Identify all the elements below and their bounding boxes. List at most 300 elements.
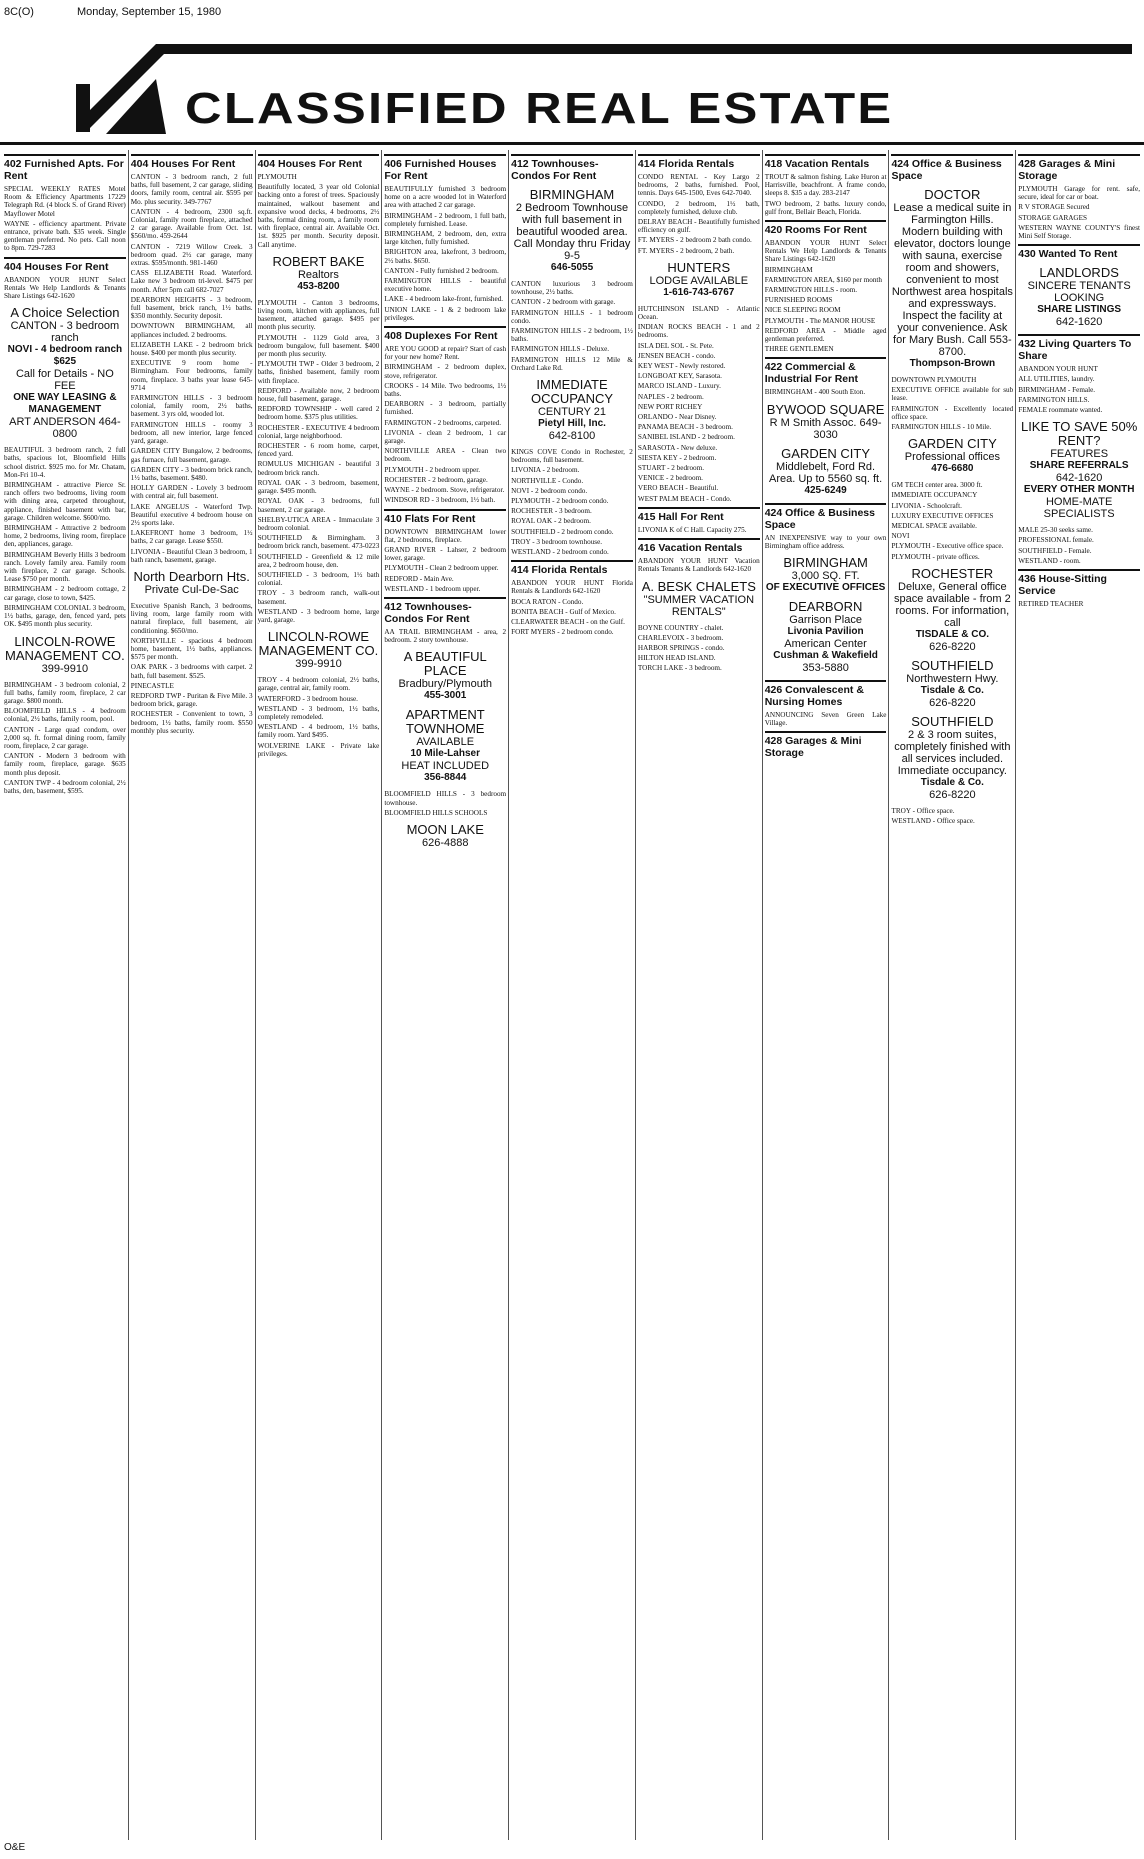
classified-ad: ORLANDO - Near Disney. bbox=[637, 413, 717, 422]
display-ad-box bbox=[891, 715, 1013, 801]
classified-ad: WESTLAND - 4 bedroom, 1½ baths, family room. Yard $495. bbox=[257, 723, 380, 740]
display-ad-line: Middlebelt, Ford Rd. Area. Up to 5560 sq. ft. bbox=[769, 460, 883, 485]
display-ad-line: LINCOLN-ROWE MANAGEMENT CO. bbox=[258, 629, 379, 659]
display-ad-line: SHARE REFERRALS bbox=[1029, 460, 1129, 472]
display-ad-line: GARDEN CITY bbox=[781, 445, 870, 461]
masthead bbox=[0, 22, 1144, 140]
classified-ad: CANTON - Fully furnished 2 bedroom. bbox=[384, 266, 499, 275]
classified-ad: CANTON - 4 bedroom, 2300 sq.ft. Colonial, family room fireplace, attached 2 car garage. Available from Oct. 1st. $560/mo. 459-2644 bbox=[130, 207, 253, 241]
display-ad-line: 1-616-743-6767 bbox=[663, 286, 735, 298]
display-ad-line: 399-9910 bbox=[295, 658, 342, 671]
column-6 bbox=[636, 150, 763, 1840]
classified-ad: BEAUTIFULLY furnished 3 bedroom home on a acre wooded lot in Waterford area with attached 2 car garage. bbox=[384, 185, 507, 210]
classified-ad: BLOOMFIELD HILLS SCHOOLS bbox=[384, 808, 488, 817]
classified-ad: ABANDON YOUR HUNT Vacation Rentals Tenants & Landlords 642-1620 bbox=[637, 557, 760, 574]
classified-ad: GRAND RIVER - Lahser, 2 bedroom lower, garage. bbox=[384, 545, 507, 563]
display-ad-box bbox=[384, 708, 506, 784]
classified-ad: TORCH LAKE - 3 bedroom. bbox=[637, 664, 722, 673]
classified-ad: WEST PALM BEACH - Condo. bbox=[637, 494, 732, 503]
classified-ad: CANTON - 2 bedroom with garage. bbox=[511, 298, 616, 307]
display-ad-box bbox=[4, 306, 126, 440]
display-ad-box bbox=[891, 659, 1013, 709]
display-ad-box bbox=[638, 580, 760, 618]
column-8 bbox=[889, 150, 1016, 1840]
classified-ad: FARMINGTON HILLS - roomy 3 bedroom, all new interior, large fenced yard, garage. bbox=[130, 420, 253, 446]
classified-ad: SIESTA KEY - 2 bedroom. bbox=[637, 453, 717, 462]
classified-ad: WAYNE - efficiency apartment. Private entrance, private bath. $35 week. Single gentleman preferred. No pets. Call noon to 8pm. 729-7283 bbox=[4, 219, 126, 253]
display-ad-line: LANDLORDS bbox=[1039, 265, 1119, 281]
display-ad-line: North Dearborn Hts. bbox=[133, 568, 250, 584]
section-heading: 420 Rooms For Rent bbox=[765, 220, 887, 236]
classified-ad: FARMINGTON HILLS - 10 Mile. bbox=[891, 423, 992, 432]
display-ad-line: LIKE TO SAVE 50% RENT? bbox=[1020, 419, 1138, 449]
classified-ad: BRIGHTON area, lakefront, 3 bedroom, 2½ baths. $650. bbox=[384, 248, 507, 265]
display-ad-line: Cushman & Wakefield bbox=[773, 650, 878, 662]
classified-ad: TROY - 4 bedroom colonial, 2½ baths, garage, central air, family room. bbox=[257, 676, 380, 693]
classified-ad: GARDEN CITY Bungalow, 2 bedrooms, gas furnace, full basement, garage. bbox=[130, 447, 253, 464]
classified-ad: BIRMINGHAM Beverly Hills 3 bedroom ranch. Lovely family area. Family room with fireplace, 2 car garage. Schools. Lease $750 per month. bbox=[4, 550, 126, 584]
section-heading: 418 Vacation Rentals bbox=[765, 154, 887, 170]
display-ad-box bbox=[891, 567, 1013, 653]
classified-ad: TWO bedroom, 2 baths. luxury condo, gulf front, Bellair Beach, Florida. bbox=[764, 199, 887, 216]
classified-ad: SOUTHFIELD - 2 bedroom condo. bbox=[511, 527, 614, 536]
classified-ad: STORAGE GARAGES bbox=[1018, 213, 1088, 222]
classified-ad: WATERFORD - 3 bedroom house. bbox=[257, 694, 358, 703]
classified-ad: PINECASTLE bbox=[130, 681, 174, 690]
classified-ad: LAKEFRONT home 3 bedroom, 1½ baths, 2 car garage. Lease $550. bbox=[130, 529, 253, 546]
classified-ad: NORTHVILLE - Condo. bbox=[511, 476, 584, 485]
classified-ad: REDFORD - Available now, 2 bedroom house, full basement, garage. bbox=[257, 386, 380, 404]
classified-ad: LONGBOAT KEY, Sarasota. bbox=[637, 372, 722, 381]
classified-ad: LAKE - 4 bedroom lake-front, furnished. bbox=[384, 295, 504, 304]
classified-ad: AA TRAIL BIRMINGHAM - area, 2 bedroom. 2 story townhouse. bbox=[384, 627, 507, 645]
section-heading: 404 Houses For Rent bbox=[4, 257, 126, 273]
classified-ad: PLYMOUTH - Executive office space. bbox=[891, 542, 1004, 551]
classified-ad: SOUTHFIELD - 3 bedroom, 1½ bath colonial. bbox=[257, 570, 380, 588]
classified-ad: REDFORD TOWNSHIP - well cared 2 bedroom home. $375 plus utilities. bbox=[257, 405, 380, 422]
classified-ad: REDFORD TWP - Puritan & Five Mile. 3 bedroom brick, garage. bbox=[130, 691, 253, 709]
classified-ad: SOUTHFIELD - Greenfield & 12 mile area, 2 bedroom house, den. bbox=[257, 552, 380, 569]
display-ad-line: American Center bbox=[784, 638, 867, 651]
display-ad-box bbox=[891, 437, 1013, 475]
classified-ad: WOLVERINE LAKE - Private lake privileges. bbox=[257, 741, 380, 758]
classified-ad: SOUTHFIELD - Female. bbox=[1018, 546, 1092, 555]
display-ad-line: LINCOLN-ROWE MANAGEMENT CO. bbox=[5, 633, 125, 663]
display-ad-line: 642-8100 bbox=[548, 430, 596, 443]
display-ad-line: SOUTHFIELD bbox=[911, 713, 994, 729]
display-ad-line: 626-8220 bbox=[929, 640, 976, 653]
display-ad-line: "SUMMER VACATION RENTALS" bbox=[643, 593, 755, 618]
display-ad-line: 476-6680 bbox=[931, 463, 974, 475]
section-heading: 426 Convalescent & Nursing Homes bbox=[765, 680, 887, 708]
display-ad-line: 353-5880 bbox=[802, 662, 849, 675]
classified-ad: SARASOTA - New deluxe. bbox=[637, 443, 718, 452]
classified-ad: BIRMINGHAM - 2 bedroom, 1 full bath, completely furnished. Lease. bbox=[384, 211, 507, 228]
display-ad-line: ART ANDERSON 464-0800 bbox=[9, 416, 121, 441]
classified-ad: THREE GENTLEMEN bbox=[764, 345, 834, 354]
classified-ad: PLYMOUTH bbox=[257, 173, 297, 181]
display-ad-box bbox=[765, 600, 887, 674]
display-ad-line: IMMEDIATE OCCUPANCY bbox=[530, 377, 614, 407]
classified-ad: FARMINGTON HILLS - beautiful executive home. bbox=[384, 277, 507, 294]
display-ad-line: 3,000 SQ. FT. bbox=[791, 570, 860, 583]
classified-ad: TROY - 3 bedroom townhouse. bbox=[511, 537, 603, 546]
display-ad-box bbox=[4, 635, 126, 675]
display-ad-line: LODGE AVAILABLE bbox=[649, 274, 749, 287]
classified-ad: Beautifully located, 3 year old Colonial backing onto a forest of trees. Spaciously maintained, walkout basement and expansive wood decks, 4 bedrooms, 2½ baths, formal dining room, a family room with fireplace, central air. Available Oct. 1st. $925 per month. Security deposit. Call anytime. bbox=[257, 183, 380, 249]
classified-ad: DEARBORN - 3 bedroom, partially furnished. bbox=[384, 400, 507, 417]
classified-ad: NORTHVILLE AREA - Clean two bedroom. bbox=[384, 447, 507, 464]
classified-ad: KEY WEST - Newly restored. bbox=[637, 362, 726, 371]
display-ad-box bbox=[511, 378, 633, 442]
classified-ad: EXECUTIVE OFFICE available for sub lease. bbox=[891, 386, 1014, 403]
column-7 bbox=[763, 150, 890, 1840]
classified-ad: NEW PORT RICHEY bbox=[637, 402, 703, 411]
display-ad-box bbox=[258, 255, 380, 293]
display-ad-line: FEATURES bbox=[1050, 448, 1109, 461]
section-heading: 424 Office & Business Space bbox=[891, 154, 1013, 182]
classified-ad: CLEARWATER BEACH - on the Gulf. bbox=[511, 618, 625, 627]
classified-ad: Executive Spanish Ranch, 3 bedrooms, living room, large family room with natural fireplace, full basement, air conditioning. $650/mo. bbox=[130, 601, 253, 635]
classified-ad: CANTON - 3 bedroom ranch, 2 full baths, full basement, 2 car garage, sliding doors, family room, central air. $595 per Mo. plus security. 349-7767 bbox=[130, 173, 253, 206]
display-ad-line: Thompson-Brown bbox=[909, 358, 996, 369]
classified-ad: HOLLY GARDEN - Lovely 3 bedroom with central air, full basement. bbox=[130, 484, 253, 501]
classified-ad: WESTLAND - 1 bedroom upper. bbox=[384, 584, 481, 593]
classified-ad: INDIAN ROCKS BEACH - 1 and 2 bedrooms. bbox=[637, 323, 760, 340]
classified-ad: REDFORD AREA - Middle aged gentleman preferred. bbox=[764, 326, 887, 344]
classified-ad: ROCHESTER - Convenient to town, 3 bedroom, 1½ baths, family room. $550 monthly plus security. bbox=[130, 710, 253, 735]
classified-ad: SANIBEL ISLAND - 2 bedroom. bbox=[637, 433, 735, 442]
classified-ad: BIRMINGHAM COLONIAL 3 bedroom, 1½ baths, garage, den, fenced yard, pets OK. $495 month plus security. bbox=[4, 603, 126, 629]
display-ad-line: SHARE LISTINGS bbox=[1037, 304, 1122, 316]
section-heading: 424 Office & Business Space bbox=[765, 503, 887, 531]
display-ad-line: ROBERT BAKE bbox=[272, 253, 365, 269]
column-4 bbox=[382, 150, 509, 1840]
column-1 bbox=[2, 150, 129, 1840]
section-heading: 408 Duplexes For Rent bbox=[384, 326, 506, 342]
classified-ad: ARE YOU GOOD at repair? Start of cash for your new home? Rent. bbox=[384, 345, 507, 362]
classified-ad: MALE 25-30 seeks same. bbox=[1018, 526, 1093, 535]
classified-ad: ROCHESTER - EXECUTIVE 4 bedroom colonial, large neighborhood. bbox=[257, 423, 380, 440]
display-ad-line: BIRMINGHAM bbox=[529, 187, 615, 202]
display-ad-line: ROCHESTER bbox=[911, 565, 994, 581]
display-ad-line: 10 Mile-Lahser bbox=[410, 748, 480, 760]
classified-ad: ALL UTILITIES, laundry. bbox=[1018, 375, 1095, 384]
section-heading: 428 Garages & Mini Storage bbox=[1018, 154, 1140, 182]
classified-ad: WAYNE - 2 bedroom. Stove, refrigerator. bbox=[384, 486, 505, 495]
classified-ad: BLOOMFIELD HILLS - 4 bedroom colonial, 2½ baths, family room, pool. bbox=[4, 707, 126, 724]
classified-ad: NORTHVILLE - spacious 4 bedroom home, basement, 1½ baths, appliances. $575 per month. bbox=[130, 636, 253, 662]
classified-ad: PLYMOUTH Garage for rent. safe, secure, ideal for car or boat. bbox=[1018, 185, 1141, 202]
classified-ad: CONDO, 2 bedroom, 1½ bath, completely furnished, deluxe club. bbox=[637, 199, 760, 216]
display-ad-line: Pietyl Hill, Inc. bbox=[538, 418, 606, 430]
classified-ad: VERO BEACH - Beautiful. bbox=[637, 484, 719, 493]
page-footer: O&E bbox=[4, 1842, 26, 1853]
classified-ad: R V STORAGE Secured bbox=[1018, 203, 1090, 212]
classified-ad: CANTON luxurious 3 bedroom townhouse, 2½ baths. bbox=[511, 280, 633, 297]
classified-ad: GARDEN CITY - 3 bedroom brick ranch, 1½ baths, basement. $480. bbox=[130, 465, 253, 482]
classified-ad: WESTLAND - Office space. bbox=[891, 817, 975, 826]
display-ad-line: EVERY OTHER MONTH bbox=[1023, 484, 1135, 496]
display-ad-line: NOVI - 4 bedroom ranch $625 bbox=[7, 344, 123, 368]
classified-ad: LIVONIA - Beautiful Clean 3 bedroom, 1 bath ranch, basement, garage. bbox=[130, 547, 253, 564]
classified-ad: ROCHESTER - 2 bedroom, garage. bbox=[384, 475, 488, 484]
display-ad-box bbox=[638, 261, 760, 299]
display-ad-line: GARDEN CITY bbox=[907, 436, 997, 452]
classified-ad: LAKE ANGELUS - Waterford Twp. Beautiful executive 4 bedroom house on 2½ sports lake. bbox=[130, 502, 253, 527]
classified-ad: BIRMINGHAM - Female. bbox=[1018, 385, 1096, 394]
classified-ad: ELIZABETH LAKE - 2 bedroom brick house. $400 per month plus security. bbox=[130, 340, 253, 358]
classified-ad: BIRMINGHAM - 2 bedroom cottage, 2 car garage, close to town, $425. bbox=[4, 585, 126, 602]
classified-ad: FARMINGTON - 2 bedrooms, carpeted. bbox=[384, 418, 502, 427]
section-heading: 415 Hall For Rent bbox=[638, 507, 760, 523]
section-heading: 414 Florida Rentals bbox=[511, 560, 633, 576]
classified-ad: TROY - Office space. bbox=[891, 806, 955, 815]
display-ad-line: Livonia Pavilion bbox=[787, 626, 864, 638]
classified-ad: CANTON - Modern 3 bedroom with family room, fireplace, garage. $635 month plus deposit. bbox=[4, 752, 126, 777]
section-heading: 428 Garages & Mini Storage bbox=[765, 731, 887, 759]
classified-ad: HILTON HEAD ISLAND. bbox=[637, 654, 716, 663]
classified-ad: BIRMINGHAM - 2 bedroom duplex, stove, refrigerator. bbox=[384, 363, 507, 380]
display-ad-line: DEARBORN bbox=[788, 599, 863, 615]
classified-ad: BOYNE COUNTRY - chalet. bbox=[637, 623, 724, 632]
display-ad-line: MOON LAKE bbox=[406, 821, 484, 837]
page-section: 8C(O) bbox=[4, 6, 34, 18]
classified-ad: FURNISHED ROOMS bbox=[764, 296, 833, 305]
classified-ad: SPECIAL WEEKLY RATES Motel Room & Efficiency Apartments 17229 Telegraph Rd. (4 block S. of Grand River) Mayflower Motel bbox=[4, 185, 126, 218]
classified-ad: NAPLES - 2 bedroom. bbox=[637, 392, 704, 401]
display-ad-line: ONE WAY LEASING & MANAGEMENT bbox=[13, 392, 117, 416]
classified-ad: WESTLAND - 2 bedroom condo. bbox=[511, 548, 609, 557]
classified-ad: ROYAL OAK - 3 bedrooms, full basement, 2 car garage. bbox=[257, 497, 380, 514]
classified-ad: FARMINGTON - Excellently located office space. bbox=[891, 404, 1014, 421]
section-heading: 422 Commercial & Industrial For Rent bbox=[765, 357, 887, 385]
classified-ad: MEDICAL SPACE available. bbox=[891, 522, 977, 531]
display-ad-line: 425-6249 bbox=[804, 484, 847, 496]
classified-ad: RETIRED TEACHER bbox=[1018, 600, 1084, 609]
display-ad-line: CENTURY 21 bbox=[537, 406, 607, 419]
classified-ad: SOUTHFIELD & Birmingham. 3 bedroom brick ranch, basement. 473-0223 bbox=[257, 534, 380, 551]
display-ad-box bbox=[131, 570, 253, 596]
classified-ad: HUTCHINSON ISLAND - Atlantic Ocean. bbox=[637, 304, 760, 322]
display-ad-line: 2 Bedroom Townhouse with full basement in beautiful wooded area. Call Monday thru Friday 9-5 bbox=[513, 202, 631, 262]
classified-ad: ROMULUS MICHIGAN - beautiful 3 bedroom brick ranch. bbox=[257, 460, 380, 477]
classified-ad: ABANDON YOUR HUNT Select Rentals We Help Landlords & Tenants Share Listings 642-1620 bbox=[764, 239, 887, 264]
classified-ad: DOWNTOWN BIRMINGHAM, all appliances included. 2 bedrooms. bbox=[130, 322, 253, 339]
classified-ad: BONITA BEACH - Gulf of Mexico. bbox=[511, 607, 616, 616]
classified-ad: FT. MYERS - 2 bedroom 2 bath condo. bbox=[637, 236, 752, 245]
section-heading: 404 Houses For Rent bbox=[131, 154, 253, 170]
display-ad-line: AVAILABLE bbox=[416, 736, 475, 749]
display-ad-line: Tisdale & Co. bbox=[920, 776, 984, 788]
display-ad-box bbox=[384, 650, 506, 702]
classified-ad: ANNOUNCING Seven Green Lake Village. bbox=[764, 711, 887, 728]
classified-ad: WINDSOR RD - 3 bedroom, 1½ bath. bbox=[384, 496, 496, 505]
classified-ad: ROCHESTER - 3 bedroom. bbox=[511, 507, 592, 516]
classified-ad: ROYAL OAK - 2 bedroom. bbox=[511, 517, 591, 526]
section-heading: 404 Houses For Rent bbox=[258, 154, 380, 170]
classified-ad: FARMINGTON HILLS - 2 bedroom, 1½ baths. bbox=[511, 327, 633, 344]
classified-ad: BIRMINGHAM bbox=[764, 265, 813, 274]
display-ad-box bbox=[765, 403, 887, 441]
classified-ad: PLYMOUTH - 2 bedroom upper. bbox=[384, 465, 481, 474]
classified-ad: KINGS COVE Condo in Rochester, 2 bedrooms, full basement. bbox=[511, 448, 633, 465]
display-ad-line: Private Cul-De-Sac bbox=[144, 583, 239, 596]
display-ad-line: Garrison Place bbox=[789, 614, 862, 627]
display-ad-line: Tisdale & Co. bbox=[920, 684, 984, 696]
display-ad-line: BIRMINGHAM bbox=[783, 555, 868, 571]
classified-ad: CHARLEVOIX - 3 bedroom. bbox=[637, 633, 724, 642]
display-ad-line: TISDALE & CO. bbox=[915, 628, 990, 640]
display-ad-line: DOCTOR bbox=[924, 187, 981, 202]
display-ad-line: Bradbury/Plymouth bbox=[398, 678, 492, 691]
display-ad-line: Professional offices bbox=[904, 451, 1000, 464]
classified-ad: ROCHESTER - 6 room home, carpet, fenced yard. bbox=[257, 442, 380, 459]
display-ad-line: CANTON - 3 bedroom ranch bbox=[10, 320, 120, 345]
classified-ad: LUXURY EXECUTIVE OFFICES bbox=[891, 511, 994, 520]
classified-ad: WESTLAND - room. bbox=[1018, 556, 1081, 565]
classified-ad: BIRMINGHAM - Attractive 2 bedroom home, 2 bedrooms, living room, fireplace den, appliances, garage. bbox=[4, 524, 126, 549]
display-ad-box bbox=[384, 823, 506, 849]
classified-ad: REDFORD - Main Ave. bbox=[384, 574, 454, 583]
classified-ad: DEARBORN HEIGHTS - 3 bedroom, full basement, brick ranch, 1½ baths. $350 monthly. Security deposit. bbox=[130, 295, 253, 321]
display-ad-box bbox=[765, 556, 887, 594]
section-heading: 412 Townhouses-Condos For Rent bbox=[511, 154, 633, 182]
classified-ad: PANAMA BEACH - 3 bedroom. bbox=[637, 423, 733, 432]
classified-ad: FEMALE roommate wanted. bbox=[1018, 406, 1103, 415]
classified-columns bbox=[2, 150, 1142, 1840]
column-3 bbox=[256, 150, 383, 1840]
section-heading: 402 Furnished Apts. For Rent bbox=[4, 154, 126, 182]
classified-ad: FARMINGTON HILLS. bbox=[1018, 395, 1090, 404]
classified-ad: DELRAY BEACH - Beautifully furnished efficiency on gulf. bbox=[637, 218, 760, 235]
display-ad-line: 626-8220 bbox=[929, 788, 976, 801]
classified-ad: FARMINGTON HILLS - 1 bedroom condo. bbox=[511, 308, 633, 325]
classified-ad: BEAUTIFUL 3 bedroom ranch, 2 full baths, spacious lot, Bloomfield Hills school district. $925 mo. for Mr. Chatam, Mon-Fri 10-4. bbox=[4, 446, 126, 479]
top-rule bbox=[0, 142, 1144, 145]
column-5 bbox=[509, 150, 636, 1840]
classified-ad: FARMINGTON HILLS - 3 bedroom colonial, family room, 2½ baths, basement. 3 yrs old, wooded lot. bbox=[130, 394, 253, 419]
classified-ad: ABANDON YOUR HUNT bbox=[1018, 365, 1098, 374]
classified-ad: PLYMOUTH - Clean 2 bedroom upper. bbox=[384, 564, 499, 573]
column-9 bbox=[1016, 150, 1142, 1840]
display-ad-line: Deluxe, General office space available - from 2 rooms. For information, call bbox=[893, 580, 1011, 629]
classified-ad: WESTLAND - 3 bedroom, 1½ baths, completely remodeled. bbox=[257, 704, 380, 721]
classified-ad: ROYAL OAK - 3 bedroom, basement, garage. $495 month. bbox=[257, 478, 380, 496]
display-ad-line: 626-4888 bbox=[421, 836, 469, 849]
display-ad-line: Lease a medical suite in Farmington Hills. Modern building with elevator, doctors lounge with sauna, exercise room and showers, convenient to most Northwest area hospitals and expressways. Inspect the facility at your convenience. Ask for Mary Bush. Call 553-8700. bbox=[891, 202, 1013, 358]
display-ad-box bbox=[511, 188, 633, 274]
classified-ad: TROUT & salmon fishing. Lake Huron at Harrisville, beachfront. A frame condo, sleeps 8. $35 a day. 283-2147 bbox=[764, 173, 887, 198]
display-ad-line: 356-8844 bbox=[424, 772, 467, 784]
display-ad-line: 626-8220 bbox=[929, 696, 976, 709]
display-ad-line: A Choice Selection bbox=[10, 305, 120, 321]
classified-ad: ABANDON YOUR HUNT Florida Rentals & Landlords 642-1620 bbox=[511, 579, 633, 596]
display-ad-box bbox=[258, 630, 380, 670]
classified-ad: TROY - 3 bedroom ranch, walk-out basement. bbox=[257, 589, 380, 606]
section-heading: 416 Vacation Rentals bbox=[638, 538, 760, 554]
classified-ad: LIVONIA - 2 bedroom. bbox=[511, 466, 580, 475]
classified-ad: FARMINGTON HILLS - Deluxe. bbox=[511, 345, 610, 354]
display-ad-line: 2 & 3 room suites, completely finished with all services included. Immediate occupancy. bbox=[894, 728, 1011, 777]
classified-ad: HARBOR SPRINGS - condo. bbox=[637, 643, 725, 652]
classified-ad: LIVONIA K of C Hall. Capacity 275. bbox=[637, 525, 747, 534]
classified-ad: EXECUTIVE 9 room home - Birmingham. Four bedrooms, family room, fireplace. 3 baths year lease 645-9714 bbox=[130, 359, 253, 392]
classified-ad: STUART - 2 bedroom. bbox=[637, 464, 705, 473]
display-ad-line: 646-5055 bbox=[550, 262, 594, 273]
display-ad-line: SOUTHFIELD bbox=[911, 657, 994, 673]
classified-ad: ISLA DEL SOL - St. Pete. bbox=[637, 341, 714, 350]
display-ad-box bbox=[765, 447, 887, 497]
display-ad-line: OF EXECUTIVE OFFICES bbox=[765, 582, 886, 594]
section-heading: 406 Furnished Houses For Rent bbox=[384, 154, 506, 182]
classified-ad: GM TECH center area. 3000 ft. bbox=[891, 481, 983, 490]
classified-ad: BOCA RATON - Condo. bbox=[511, 597, 584, 606]
classified-ad: ABANDON YOUR HUNT Select Rentals We Help Landlords & Tenants Share Listings 642-1620 bbox=[4, 275, 126, 301]
classified-ad: LIVONIA - Schoolcraft. bbox=[891, 501, 962, 510]
classified-ad: CANTON - Large quad condom, over 2,000 sq. ft. formal dining room, family room, fireplace, 2 car garage. bbox=[4, 725, 126, 750]
classified-ad: LIVONIA - clean 2 bedroom, 1 car garage. bbox=[384, 428, 507, 446]
display-ad-line: 642-1620 bbox=[1055, 316, 1103, 329]
classified-ad: FORT MYERS - 2 bedroom condo. bbox=[511, 628, 614, 637]
classified-ad: MARCO ISLAND - Luxury. bbox=[637, 382, 721, 391]
masthead-title: CLASSIFIED REAL ESTATE bbox=[185, 84, 894, 133]
classified-ad: SHELBY-UTICA AREA - Immaculate 3 bedroom colonial. bbox=[257, 515, 380, 532]
classified-ad: FT. MYERS - 2 bedroom, 2 bath. bbox=[637, 246, 735, 255]
classified-ad: CANTON - 7219 Willow Creek. 3 bedroom quad. 2½ car garage, many extras. $595/month. 981-1460 bbox=[130, 242, 253, 268]
classified-ad: DOWNTOWN BIRMINGHAM lower flat, 2 bedrooms, fireplace. bbox=[384, 527, 507, 544]
display-ad-line: 642-1620 bbox=[1055, 472, 1103, 485]
classified-ad: IMMEDIATE OCCUPANCY bbox=[891, 491, 978, 500]
display-ad-line: HUNTERS bbox=[667, 259, 731, 275]
classified-ad: CANTON TWP - 4 bedroom colonial, 2½ baths, den, basement, $595. bbox=[4, 778, 126, 795]
page-header-line bbox=[4, 6, 261, 18]
classified-ad: CROOKS - 14 Mile. Two bedrooms, 1½ baths. bbox=[384, 381, 507, 399]
section-heading: 412 Townhouses-Condos For Rent bbox=[384, 597, 506, 625]
display-ad-line: 399-9910 bbox=[41, 662, 89, 675]
display-ad-line: Realtors bbox=[297, 268, 339, 281]
classified-ad: PLYMOUTH - Canton 3 bedrooms, living room, kitchen with appliances, full basement, attached garage. $495 per month plus security. bbox=[257, 298, 380, 332]
display-ad-line: R M Smith Assoc. 649-3030 bbox=[769, 416, 882, 441]
display-ad-line: BYWOOD SQUARE bbox=[766, 401, 885, 417]
display-ad-line: 453-8200 bbox=[297, 280, 340, 292]
display-ad-box bbox=[1018, 420, 1140, 520]
display-ad-line: HEAT INCLUDED bbox=[401, 760, 490, 773]
classified-ad: BIRMINGHAM, 2 bedroom, den, extra large kitchen, fully furnished. bbox=[384, 230, 507, 247]
classified-ad: FARMINGTON AREA, $160 per month bbox=[764, 275, 883, 284]
classified-ad: PROFESSIONAL female. bbox=[1018, 536, 1094, 545]
section-heading: 430 Wanted To Rent bbox=[1018, 244, 1140, 260]
classified-ad: BLOOMFIELD HILLS - 3 bedroom townhouse. bbox=[384, 790, 507, 807]
classified-ad: PLYMOUTH - private offices. bbox=[891, 552, 980, 561]
section-heading: 436 House-Sitting Service bbox=[1018, 569, 1140, 597]
display-ad-line: SINCERE TENANTS LOOKING bbox=[1027, 280, 1131, 305]
classified-ad: CONDO RENTAL - Key Largo 2 bedrooms, 2 baths, furnished. Pool, tennis. Days 645-1500, Eves 642-7040. bbox=[637, 173, 760, 198]
classified-ad: FARMINGTON HILLS 12 Mile & Orchard Lake Rd. bbox=[511, 355, 633, 372]
display-ad-line: A. BESK CHALETS bbox=[641, 578, 756, 594]
classified-ad: PLYMOUTH - The MANOR HOUSE bbox=[764, 316, 876, 325]
classified-ad: AN INEXPENSIVE way to your own Birmingham office address. bbox=[764, 533, 887, 550]
classified-ad: OAK PARK - 3 bedrooms with carpet. 2 bath, full basement. $525. bbox=[130, 663, 253, 680]
page-date: Monday, September 15, 1980 bbox=[77, 6, 222, 18]
column-2 bbox=[129, 150, 256, 1840]
classified-ad: NOVI - 2 bedroom condo. bbox=[511, 486, 588, 495]
display-ad-box bbox=[891, 188, 1013, 370]
section-heading: 410 Flats For Rent bbox=[384, 509, 506, 525]
classified-ad: WESTERN WAYNE COUNTY'S finest Mini Self Storage. bbox=[1018, 223, 1141, 241]
section-heading: 414 Florida Rentals bbox=[638, 154, 760, 170]
display-ad-box bbox=[1018, 266, 1140, 328]
